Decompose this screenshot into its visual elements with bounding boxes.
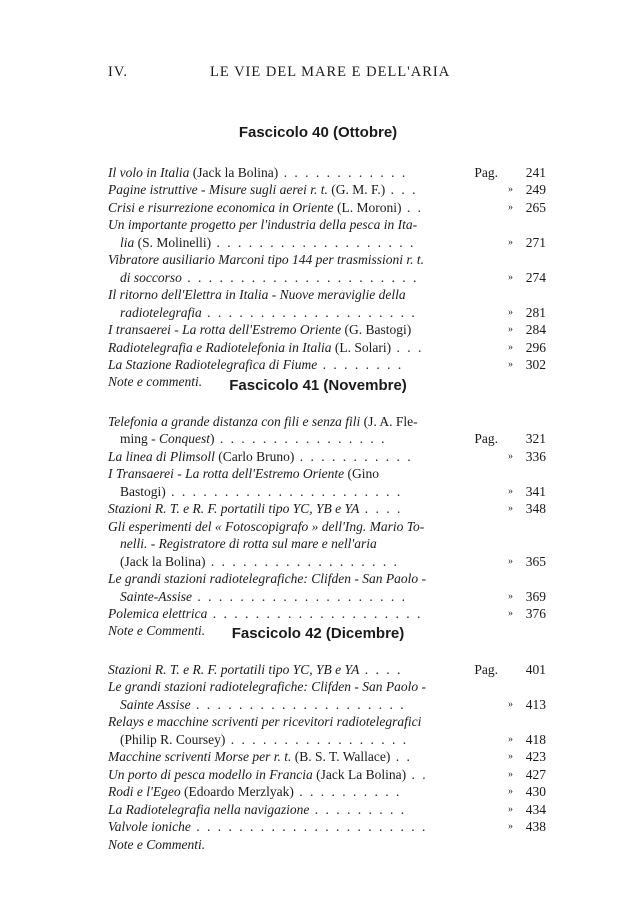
entry-text: [108, 662, 402, 678]
entry-title: Relays e macchine scriventi per ricevitori radiotelegrafici: [108, 714, 422, 730]
entry-title: Pagine istruttive - Misure sugli aerei r. t.: [108, 182, 328, 198]
toc-entry-line: [108, 165, 546, 181]
entry-title: Il volo in Italia: [108, 165, 190, 180]
ditto-mark: »: [508, 607, 513, 619]
page-number: 369: [525, 588, 546, 604]
toc-entry-line: [108, 449, 546, 465]
leader-dots: . . . . . . . .: [317, 356, 404, 372]
entry-text: [120, 431, 387, 447]
leader-dots: . . . . . . . . . . . . . . . . . . . . . .: [190, 819, 428, 835]
page-number: 296: [525, 339, 546, 355]
entry-title: Polemica elettrica: [108, 605, 208, 621]
toc-entry-line: [108, 784, 546, 800]
toc-entry-line: [108, 484, 546, 500]
ditto-mark: »: [508, 358, 513, 370]
leader-dots: . . . . . . . . . . . . . . . . . . . .: [207, 605, 423, 621]
leader-dots: . . . . . . . . . . . . . . . . . . . .: [201, 304, 417, 320]
entry-author: (G. Bastogi): [341, 322, 412, 338]
entry-text: [108, 837, 205, 853]
entry-title: Rodi e l'Egeo: [108, 784, 181, 800]
entry-title: Il ritorno dell'Elettra in Italia - Nuove meraviglie della: [108, 287, 406, 303]
ditto-mark: »: [508, 698, 513, 710]
ditto-mark: »: [508, 450, 513, 462]
entry-title: Sainte Assise: [120, 696, 191, 712]
toc-entry-line: [108, 182, 546, 198]
entry-author: Bastogi): [120, 483, 166, 499]
entry-author: (B. S. T. Wallace): [291, 749, 391, 765]
page-number-roman: IV.: [108, 64, 129, 80]
page-number: 365: [525, 553, 546, 569]
entry-text: [120, 589, 407, 605]
entry-title: La linea di Plimsoll: [108, 448, 215, 464]
toc-entry-line: [108, 606, 546, 622]
page-header: [108, 64, 536, 84]
leader-dots: . . . . . . . . . . . . . . . . . . . . . .: [165, 483, 403, 499]
entry-text: [120, 235, 415, 251]
page-number: 284: [525, 322, 546, 338]
ditto-mark: »: [508, 306, 513, 318]
entry-title: Stazioni R. T. e R. F. portatili tipo YC, YB e YA: [108, 501, 360, 517]
page-number: 401: [525, 662, 546, 677]
leader-dots: . . . . . . . . . . . . . . . . . . . . . .: [181, 269, 419, 285]
page-number: 434: [525, 801, 546, 817]
entry-text: [120, 270, 418, 286]
section-title: Fascicolo 42 (Dicembre): [231, 625, 405, 642]
entry-author: (L. Moroni): [333, 199, 402, 215]
entry-text: [108, 679, 426, 695]
entry-title: Note e Commenti.: [108, 836, 206, 852]
ditto-mark: »: [508, 341, 513, 353]
ditto-mark: »: [508, 733, 513, 745]
ditto-mark: »: [508, 821, 513, 833]
toc-entry-line: [108, 749, 546, 765]
entry-author: ming -: [120, 431, 159, 447]
leader-dots: . . . . . . . . . . .: [294, 448, 413, 464]
page-abbrev: Pag.: [474, 431, 498, 447]
toc-entry-line: [108, 357, 546, 373]
toc-entry-line: [108, 679, 546, 695]
entry-text: [108, 217, 417, 233]
entry-title: La Radiotelegrafia nella navigazione: [108, 801, 310, 817]
toc-entry-line: [108, 217, 546, 233]
toc-entry-line: [108, 714, 546, 730]
entry-author: (Jack la Bolina): [120, 553, 206, 569]
page-number: 341: [525, 483, 546, 499]
entry-author: (Philip R. Coursey): [120, 731, 226, 747]
entry-text: [120, 732, 408, 748]
toc-entry-line: [108, 697, 546, 713]
leader-dots: . . . . . . . . . . . . . . . . .: [225, 731, 409, 747]
page-number: 265: [525, 199, 546, 215]
ditto-mark: »: [508, 201, 513, 213]
toc-entry-line: [108, 837, 546, 853]
toc-entry-line: [108, 554, 546, 570]
entry-text: [108, 571, 426, 587]
leader-dots: . . . . . . . . . . . .: [278, 165, 408, 180]
entry-text: [108, 165, 407, 181]
entry-text: [108, 749, 412, 765]
entry-text: [108, 322, 411, 338]
leader-dots: . . . . . . . . . .: [293, 784, 402, 800]
leader-dots: . . .: [391, 339, 424, 355]
ditto-mark: »: [508, 324, 513, 336]
ditto-mark: »: [508, 503, 513, 515]
entry-title: Le grandi stazioni radiotelegrafiche: Clifden - San Paolo -: [108, 679, 426, 695]
page-number: 274: [525, 269, 546, 285]
entry-title: I Transaerei - La rotta dell'Estremo Oriente: [108, 466, 345, 482]
running-title: LE VIE DEL MARE E DELL'ARIA: [210, 64, 451, 80]
entry-title: Sainte-Assise: [120, 588, 192, 604]
entry-author: (J. A. Fle-: [360, 414, 418, 429]
ditto-mark: »: [508, 751, 513, 763]
leader-dots: . .: [406, 766, 428, 782]
leader-dots: . . . . . . . . . . . . . . . . . . .: [211, 234, 416, 250]
entry-title: radiotelegrafia: [120, 304, 202, 320]
page-number: 376: [525, 605, 546, 621]
entry-author: (Edoardo Merzlyak): [180, 784, 294, 800]
entry-title: Vibratore ausiliario Marconi tipo 144 per trasmissioni r. t.: [108, 252, 425, 268]
entry-author: (Jack La Bolina): [312, 766, 407, 782]
entry-text: [108, 200, 423, 216]
entry-text: [108, 519, 424, 535]
section-title: Fascicolo 40 (Ottobre): [238, 124, 398, 141]
entry-title: Valvole ioniche: [108, 819, 191, 835]
ditto-mark: »: [508, 768, 513, 780]
entry-title: Radiotelegrafia e Radiotelefonia in Italia: [108, 339, 332, 355]
toc-entry-line: [108, 322, 546, 338]
leader-dots: . .: [401, 199, 423, 215]
toc-entry-line: [108, 287, 546, 303]
entry-author: (Jack la Bolina): [189, 165, 279, 180]
entry-author: (G. M. F.): [327, 182, 386, 198]
page-number: 321: [525, 431, 546, 447]
entry-title: Un importante progetto per l'industria della pesca in Ita-: [108, 217, 418, 233]
entry-title: Telefonia a grande distanza con fili e senza fili: [108, 414, 361, 429]
entry-author: (L. Solari): [331, 339, 392, 355]
entry-text: [120, 484, 402, 500]
page-abbrev: Pag.: [474, 662, 498, 677]
entry-title: Note e Commenti.: [108, 623, 206, 639]
entry-text: [108, 466, 379, 482]
page-number: 423: [525, 749, 546, 765]
page-number: 249: [525, 182, 546, 198]
toc-entry-line: [108, 802, 546, 818]
leader-dots: . . . .: [359, 501, 403, 517]
toc-entry-line: [108, 589, 546, 605]
page-number: 302: [525, 356, 546, 372]
page-abbrev: Pag.: [474, 165, 498, 180]
leader-dots: . . . . . . . . .: [309, 801, 407, 817]
toc-entry-line: [108, 270, 546, 286]
leader-dots: . .: [390, 749, 412, 765]
ditto-mark: »: [508, 786, 513, 798]
entry-text: [120, 536, 377, 552]
entry-title: Note e commenti.: [108, 374, 203, 390]
entry-text: [108, 287, 406, 303]
entry-title: La Stazione Radiotelegrafica di Fiume: [108, 356, 318, 372]
page-number: 427: [525, 766, 546, 782]
page-number: 418: [525, 731, 546, 747]
page-number: 430: [525, 784, 546, 800]
entry-author: (S. Molinelli): [134, 234, 212, 250]
entry-title: Le grandi stazioni radiotelegrafiche: Clifden - San Paolo -: [108, 571, 426, 587]
page-number: 281: [525, 304, 546, 320]
entry-title: lia: [120, 234, 135, 250]
entry-text: [108, 714, 421, 730]
page-number: 241: [525, 165, 546, 180]
toc-entry-line: [108, 732, 546, 748]
ditto-mark: »: [508, 803, 513, 815]
entry-text: [108, 606, 422, 622]
leader-dots: . . .: [385, 182, 418, 198]
entry-text: [108, 340, 423, 356]
ditto-mark: »: [508, 590, 513, 602]
entry-text: [108, 767, 428, 783]
leader-dots: . . . .: [359, 662, 403, 677]
toc-entry-line: [108, 235, 546, 251]
entry-text: [120, 697, 406, 713]
toc-entry-line: [108, 252, 546, 268]
entry-title: Macchine scriventi Morse per r. t.: [108, 749, 292, 765]
entry-text: [120, 305, 417, 321]
entry-text: [108, 252, 424, 268]
entry-title: Gli esperimenti del « Fotoscopigrafo » dell'Ing. Mario To-: [108, 518, 425, 534]
page-number: 438: [525, 819, 546, 835]
toc-entry-line: [108, 466, 546, 482]
ditto-mark: »: [508, 485, 513, 497]
toc-entry-line: [108, 571, 546, 587]
leader-dots: . . . . . . . . . . . . . . . .: [214, 431, 387, 447]
entry-text: [108, 501, 402, 517]
entry-text: [108, 802, 406, 818]
section-title: Fascicolo 41 (Novembre): [229, 377, 407, 394]
entry-author: (Gino: [344, 466, 379, 482]
entry-text: [108, 414, 418, 430]
toc-entry-line: [108, 200, 546, 216]
toc-entry-line: [108, 501, 546, 517]
leader-dots: . . . . . . . . . . . . . . . . . .: [205, 553, 399, 569]
toc-entry-line: [108, 431, 546, 447]
page-number: 336: [525, 448, 546, 464]
entry-text: [108, 182, 418, 198]
entry-text: [120, 554, 399, 570]
entry-title: Stazioni R. T. e R. F. portatili tipo YC, YB e YA: [108, 662, 360, 677]
leader-dots: . . . . . . . . . . . . . . . . . . . .: [190, 696, 406, 712]
toc-entry-line: [108, 819, 546, 835]
entry-author-part: ): [210, 431, 215, 447]
entry-text: [108, 784, 401, 800]
page-number: 413: [525, 696, 546, 712]
ditto-mark: »: [508, 555, 513, 567]
entry-title-part: Conquest: [159, 431, 211, 447]
entry-text: [108, 819, 427, 835]
toc-entry-line: [108, 519, 546, 535]
ditto-mark: »: [508, 184, 513, 196]
entry-title: nelli. - Registratore di rotta sul mare e nell'aria: [120, 536, 377, 552]
entry-text: [108, 449, 413, 465]
toc-entry-line: [108, 767, 546, 783]
page-number: 271: [525, 234, 546, 250]
leader-dots: . . . . . . . . . . . . . . . . . . . .: [192, 588, 407, 604]
toc-entry-line: [108, 414, 546, 430]
ditto-mark: »: [508, 271, 513, 283]
entry-author: (Carlo Bruno): [214, 448, 295, 464]
entry-text: [108, 357, 403, 373]
entry-title: I transaerei - La rotta dell'Estremo Oriente: [108, 322, 342, 338]
entry-title: di soccorso: [120, 269, 182, 285]
entry-title: Un porto di pesca modello in Francia: [108, 766, 313, 782]
toc-entry-line: [108, 340, 546, 356]
toc-entry-line: [108, 305, 546, 321]
entry-title: Crisi e risurrezione economica in Oriente: [108, 199, 334, 215]
toc-entry-line: [108, 536, 546, 552]
page-number: 348: [525, 501, 546, 517]
ditto-mark: »: [508, 236, 513, 248]
toc-entry-line: [108, 662, 546, 678]
